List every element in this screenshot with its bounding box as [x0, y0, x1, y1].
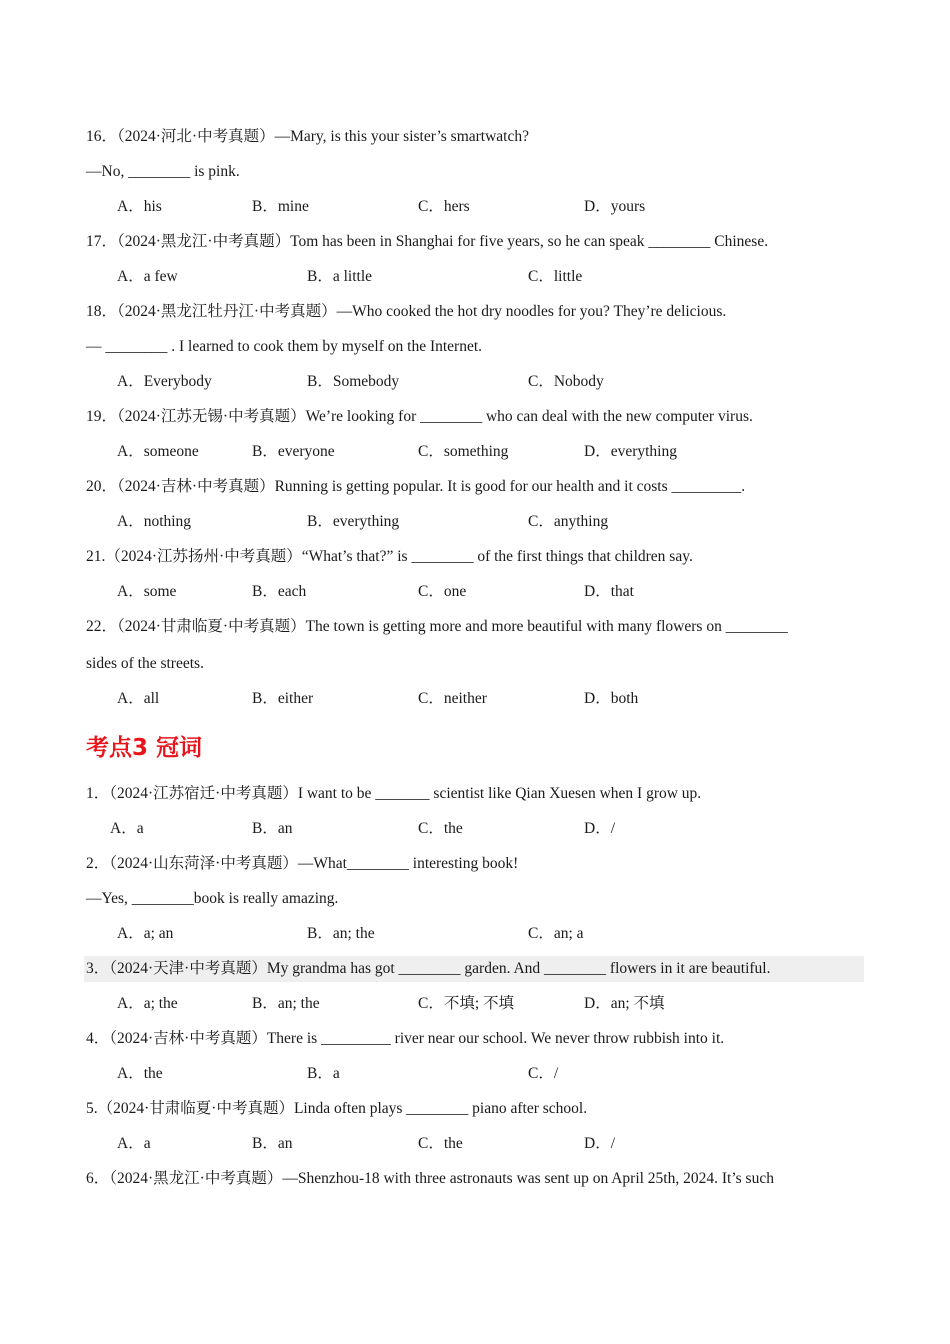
- question-16-reply: —No, ________ is pink.: [86, 163, 240, 180]
- option-c: C．hers: [418, 198, 470, 215]
- option-b: B．an; the: [307, 925, 375, 942]
- option-d: D．that: [584, 583, 634, 600]
- option-c: C．the: [418, 820, 463, 837]
- option-c: C．anything: [528, 513, 609, 530]
- option-b: B．a: [307, 1065, 340, 1082]
- question-22-continued: sides of the streets.: [86, 655, 204, 672]
- option-a: A．his: [117, 198, 162, 215]
- option-a: A．a; the: [117, 995, 178, 1012]
- option-c: C．the: [418, 1135, 463, 1152]
- question-19: 19．（2024·江苏无锡·中考真题）We’re looking for ________ who can deal with the new computer virus.: [86, 408, 753, 425]
- option-a: A．a; an: [117, 925, 174, 942]
- question-4: 4．（2024·吉林·中考真题）There is _________ river near our school. We never throw rubbish into it.: [86, 1030, 725, 1047]
- option-c: C．/: [528, 1065, 559, 1082]
- question-2: 2．（2024·山东菏泽·中考真题）—What________ interesting book!: [86, 855, 519, 872]
- option-a: A．some: [117, 583, 177, 600]
- option-a: A．someone: [117, 443, 199, 460]
- option-a: A．nothing: [117, 513, 192, 530]
- option-c: C．neither: [418, 690, 487, 707]
- question-17: 17．（2024·黑龙江·中考真题）Tom has been in Shanghai for five years, so he can speak ________ Chinese.: [86, 233, 769, 250]
- question-16: 16．（2024·河北·中考真题）—Mary, is this your sister’s smartwatch?: [86, 128, 529, 145]
- option-b: B．Somebody: [307, 373, 400, 390]
- option-d: D．/: [584, 820, 616, 837]
- option-b: B．everyone: [252, 443, 335, 460]
- option-c: C．an; a: [528, 925, 584, 942]
- option-a: A．the: [117, 1065, 163, 1082]
- option-b: B．an: [252, 1135, 293, 1152]
- option-a: A．a few: [117, 268, 178, 285]
- option-c: C．little: [528, 268, 583, 285]
- option-c: C．Nobody: [528, 373, 604, 390]
- question-20: 20．（2024·吉林·中考真题）Running is getting popular. It is good for our health and it costs _________.: [86, 478, 746, 495]
- question-5: 5.（2024·甘肃临夏·中考真题）Linda often plays ________ piano after school.: [86, 1100, 588, 1117]
- question-18: 18．（2024·黑龙江牡丹江·中考真题）—Who cooked the hot dry noodles for you? They’re delicious.: [86, 303, 727, 320]
- option-a: A．a: [110, 820, 144, 837]
- option-b: B．each: [252, 583, 307, 600]
- option-b: B．an: [252, 820, 293, 837]
- option-b: B．mine: [252, 198, 309, 215]
- option-a: A．all: [117, 690, 160, 707]
- option-b: B．a little: [307, 268, 373, 285]
- option-b: B．an; the: [252, 995, 320, 1012]
- option-a: A．a: [117, 1135, 151, 1152]
- question-22: 22．（2024·甘肃临夏·中考真题）The town is getting more and more beautiful with many flowers on ________: [86, 618, 788, 635]
- section-title: 考点3 冠词: [86, 735, 203, 761]
- option-c: C．不填; 不填: [418, 995, 515, 1012]
- option-a: A．Everybody: [117, 373, 212, 390]
- option-d: D．both: [584, 690, 639, 707]
- question-2-reply: —Yes, ________book is really amazing.: [86, 890, 339, 907]
- option-d: D．yours: [584, 198, 646, 215]
- option-b: B．everything: [307, 513, 400, 530]
- option-c: C．one: [418, 583, 467, 600]
- question-6: 6．（2024·黑龙江·中考真题）—Shenzhou-18 with three astronauts was sent up on April 25th, 2024. It’s such: [86, 1170, 774, 1187]
- question-1: 1．（2024·江苏宿迁·中考真题）I want to be _______ scientist like Qian Xuesen when I grow up.: [86, 785, 702, 802]
- option-d: D．an; 不填: [584, 995, 665, 1012]
- option-c: C．something: [418, 443, 509, 460]
- option-d: D．/: [584, 1135, 616, 1152]
- question-21: 21.（2024·江苏扬州·中考真题）“What’s that?” is ________ of the first things that children say.: [86, 548, 693, 565]
- option-b: B．either: [252, 690, 314, 707]
- question-3: 3．（2024·天津·中考真题）My grandma has got ________ garden. And ________ flowers in it are beautiful.: [86, 960, 771, 977]
- question-18-reply: — ________ . I learned to cook them by myself on the Internet.: [86, 338, 483, 355]
- option-d: D．everything: [584, 443, 677, 460]
